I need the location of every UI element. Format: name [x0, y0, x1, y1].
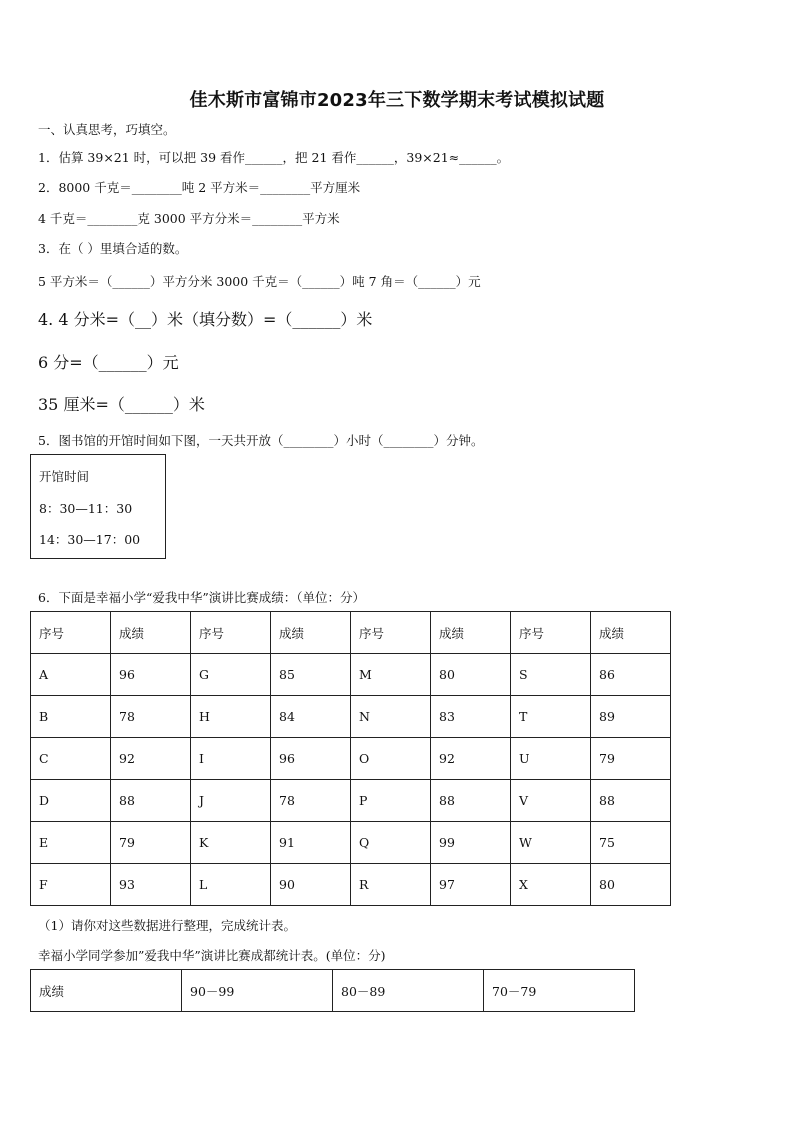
header-cell: 序号 [511, 612, 591, 654]
table-cell: 80 [431, 654, 511, 696]
header-cell: 序号 [351, 612, 431, 654]
table-cell: W [511, 822, 591, 864]
opening-hours-heading: 开馆时间 [39, 469, 90, 484]
table-row [31, 738, 671, 780]
table-row [31, 696, 671, 738]
header-cell: 成绩 [111, 612, 191, 654]
table-cell: 85 [271, 654, 351, 696]
stat-table [30, 969, 635, 1012]
question-4: 4. 4 分米=（__）米（填分数）=（______）米 [38, 310, 373, 329]
question-4b: 6 分=（______）元 [38, 353, 179, 372]
table-cell: A [31, 654, 111, 696]
table-cell: U [511, 738, 591, 780]
table-cell: D [31, 780, 111, 822]
table-row [31, 864, 671, 906]
page-title: 佳木斯市富锦市2023年三下数学期末考试模拟试题 [189, 90, 605, 111]
table-cell: 96 [111, 654, 191, 696]
table-cell: 97 [431, 864, 511, 906]
question-6-1: （1）请你对这些数据进行整理，完成统计表。 [38, 918, 296, 933]
stat-table-caption: 幸福小学同学参加”爱我中华”演讲比赛成都统计表。(单位：分) [38, 948, 386, 963]
table-cell: B [31, 696, 111, 738]
table-cell: V [511, 780, 591, 822]
table-header-row [31, 970, 635, 1012]
opening-hours-slot: 8：30—11：30 [39, 501, 133, 516]
table-cell: 80 [591, 864, 671, 906]
table-cell: 99 [431, 822, 511, 864]
header-cell: 序号 [191, 612, 271, 654]
question-3a: 5 平方米＝（______）平方分米 3000 千克＝（______）吨 7 角＝（______）元 [38, 274, 481, 289]
table-cell: L [191, 864, 271, 906]
table-cell: 88 [111, 780, 191, 822]
section-heading: 一、认真思考，巧填空。 [38, 122, 176, 137]
table-cell: 92 [431, 738, 511, 780]
table-cell: 79 [591, 738, 671, 780]
question-6: 6．下面是幸福小学“爱我中华”演讲比赛成绩：（单位：分） [38, 590, 365, 605]
table-cell: 93 [111, 864, 191, 906]
table-header-row [31, 612, 671, 654]
table-cell: N [351, 696, 431, 738]
table-cell: O [351, 738, 431, 780]
header-cell: 90－99 [182, 970, 333, 1012]
table-cell: 78 [111, 696, 191, 738]
table-row [31, 822, 671, 864]
header-cell: 成绩 [591, 612, 671, 654]
table-cell: X [511, 864, 591, 906]
header-cell: 成绩 [271, 612, 351, 654]
header-cell: 成绩 [431, 612, 511, 654]
table-cell: 92 [111, 738, 191, 780]
question-1: 1．估算 39×21 时，可以把 39 看作______，把 21 看作______，39×21≈______。 [38, 150, 510, 165]
table-cell: 79 [111, 822, 191, 864]
table-cell: 91 [271, 822, 351, 864]
table-cell: M [351, 654, 431, 696]
opening-hours-box [30, 454, 166, 559]
table-cell: 83 [431, 696, 511, 738]
table-cell: 89 [591, 696, 671, 738]
table-cell: H [191, 696, 271, 738]
table-cell: 86 [591, 654, 671, 696]
table-cell: J [191, 780, 271, 822]
table-row [31, 654, 671, 696]
table-cell: 75 [591, 822, 671, 864]
table-cell: R [351, 864, 431, 906]
table-cell: 88 [431, 780, 511, 822]
table-cell: E [31, 822, 111, 864]
table-cell: K [191, 822, 271, 864]
header-cell: 80－89 [333, 970, 484, 1012]
table-cell: 90 [271, 864, 351, 906]
table-row [31, 780, 671, 822]
table-cell: P [351, 780, 431, 822]
score-table [30, 611, 671, 906]
question-2a: 2．8000 千克＝________吨 2 平方米＝________平方厘米 [38, 180, 361, 195]
table-cell: S [511, 654, 591, 696]
table-cell: G [191, 654, 271, 696]
header-cell: 成绩 [31, 970, 182, 1012]
question-2b: 4 千克＝________克 3000 平方分米＝________平方米 [38, 211, 340, 226]
table-cell: 96 [271, 738, 351, 780]
header-cell: 70－79 [484, 970, 635, 1012]
table-cell: Q [351, 822, 431, 864]
table-cell: 84 [271, 696, 351, 738]
table-cell: F [31, 864, 111, 906]
table-cell: I [191, 738, 271, 780]
question-3: 3．在（ ）里填合适的数。 [38, 241, 188, 256]
table-cell: 88 [591, 780, 671, 822]
opening-hours-slot: 14：30—17：00 [39, 532, 141, 547]
question-5: 5．图书馆的开馆时间如下图，一天共开放（________）小时（________）分钟。 [38, 433, 484, 448]
header-cell: 序号 [31, 612, 111, 654]
table-cell: 78 [271, 780, 351, 822]
table-cell: C [31, 738, 111, 780]
question-4c: 35 厘米=（______）米 [38, 395, 205, 414]
table-cell: T [511, 696, 591, 738]
